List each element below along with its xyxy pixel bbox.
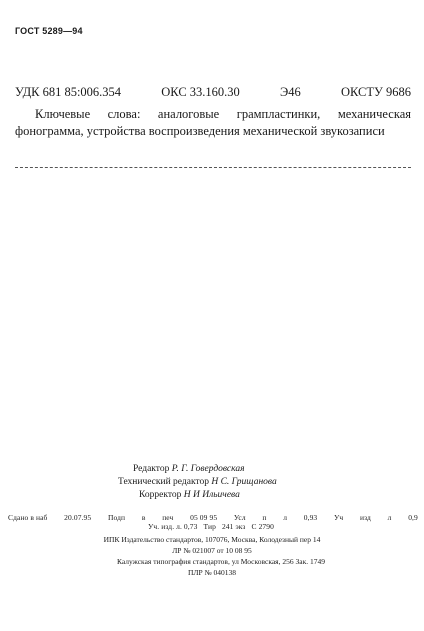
imprint-item: п xyxy=(262,513,267,522)
imprint-item: Усл xyxy=(233,513,246,522)
imprint-item: л xyxy=(283,513,288,522)
imprint-item: Тир xyxy=(203,522,216,531)
okstu-code: ОКСТУ 9686 xyxy=(340,85,411,99)
imprint-item: 20.07.95 xyxy=(64,513,92,522)
tech-editor-line xyxy=(118,477,277,487)
classification-line xyxy=(15,85,411,100)
tech-editor-name: Н С. Грищанова xyxy=(211,477,277,487)
imprint-item: Сдано в наб xyxy=(8,513,48,522)
corrector-role: Корректор xyxy=(139,490,182,500)
imprint-item: изд xyxy=(359,513,371,522)
imprint-item: Уч. изд. л. 0,73 xyxy=(148,522,198,531)
udk-code: УДК 681 85:006.354 xyxy=(15,85,122,99)
imprint-block xyxy=(8,513,418,531)
imprint-item: 05 09 95 xyxy=(190,513,218,522)
license-line: ЛР № 021007 от 10 08 95 xyxy=(172,546,252,555)
oks-code: ОКС 33.160.30 xyxy=(161,85,240,99)
imprint-item: в xyxy=(141,513,146,522)
imprint-item: С 2790 xyxy=(251,522,274,531)
printer-line: Калужская типография стандартов, ул Московская, 256 Зак. 1749 xyxy=(116,557,325,566)
keywords-paragraph: Ключевые слова: аналоговые грампластинки, механическая фонограмма, устройства воспроизведения механической звукозаписи xyxy=(15,107,411,138)
separator-rule xyxy=(15,167,411,168)
publisher-block xyxy=(0,534,424,578)
imprint-item: л xyxy=(387,513,392,522)
imprint-row-2 xyxy=(8,522,418,531)
imprint-item: 241 экз xyxy=(221,522,246,531)
imprint-item: 0,9 xyxy=(408,513,418,522)
imprint-item: Подп xyxy=(107,513,126,522)
imprint-row-1 xyxy=(8,513,418,522)
printer-license-line: ПЛР № 040138 xyxy=(187,568,237,577)
corrector-name: Н И Ильичева xyxy=(183,490,240,500)
editor-line xyxy=(133,464,245,474)
imprint-item: 0,93 xyxy=(303,513,318,522)
publisher-line: ИПК Издательство стандартов, 107076, Москва, Колодезный пер 14 xyxy=(103,535,321,544)
document-code: ГОСТ 5289—94 xyxy=(15,26,83,36)
imprint-item: печ xyxy=(162,513,174,522)
imprint-item: Уч xyxy=(333,513,344,522)
editor-name: Р. Г. Говердовская xyxy=(171,464,245,474)
e-code: Э46 xyxy=(279,85,301,99)
editor-role: Редактор xyxy=(133,464,170,474)
tech-editor-role: Технический редактор xyxy=(118,477,209,487)
corrector-line xyxy=(139,490,240,500)
